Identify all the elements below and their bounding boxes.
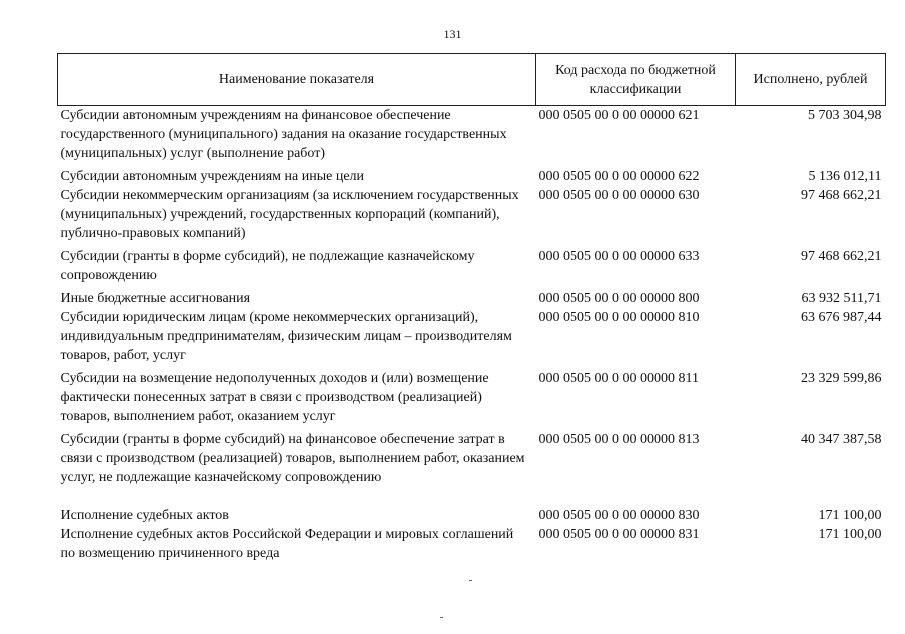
table-header-row <box>58 54 886 106</box>
table-row <box>58 106 886 168</box>
row-amount: 97 468 662,21 <box>801 249 882 264</box>
row-code: 000 0505 00 0 00 00000 800 <box>538 291 700 306</box>
row-code: 000 0505 00 0 00 00000 831 <box>538 527 700 542</box>
row-name: Субсидии на возмещение недополученных доходов и (или) возмещение фактически понесенных затрат в связи с производством (реализацией) товаров, выполнением работ, оказанием услуг <box>60 371 489 424</box>
row-code: 000 0505 00 0 00 00000 830 <box>538 508 700 523</box>
row-code: 000 0505 00 0 00 00000 633 <box>538 249 700 264</box>
row-name: Исполнение судебных актов Российской Федерации и мировых соглашений по возмещению причиненного вреда <box>60 527 514 561</box>
header-name: Наименование показателя <box>58 54 536 106</box>
table-row <box>58 525 886 563</box>
row-code: 000 0505 00 0 00 00000 813 <box>538 432 700 447</box>
table-row <box>58 186 886 247</box>
row-name: Субсидии автономным учреждениям на финансовое обеспечение государственного (муниципального) задания на оказание государственных (муниципальных) услуг (выполнение работ) <box>60 108 507 161</box>
header-amount: Исполнено, рублей <box>736 54 886 106</box>
row-name: Субсидии (гранты в форме субсидий), не подлежащие казначейскому сопровождению <box>60 249 475 283</box>
row-code: 000 0505 00 0 00 00000 811 <box>538 371 699 386</box>
row-amount: 5 136 012,11 <box>808 169 882 184</box>
row-code: 000 0505 00 0 00 00000 810 <box>538 310 700 325</box>
budget-execution-table <box>57 53 886 563</box>
table-row <box>58 167 886 186</box>
row-code: 000 0505 00 0 00 00000 622 <box>538 169 700 184</box>
scan-speck <box>440 617 443 618</box>
table-row <box>58 506 886 525</box>
table-row <box>58 289 886 308</box>
page-number: 131 <box>443 27 462 41</box>
table-body <box>58 106 886 564</box>
row-amount: 171 100,00 <box>818 508 882 523</box>
row-code: 000 0505 00 0 00 00000 621 <box>538 108 700 123</box>
table-row <box>58 247 886 289</box>
row-amount: 171 100,00 <box>818 527 882 542</box>
row-amount: 23 329 599,86 <box>801 371 882 386</box>
row-amount: 97 468 662,21 <box>801 188 882 203</box>
header-code: Код расхода по бюджетной классификации <box>536 54 736 106</box>
row-name: Субсидии автономным учреждениям на иные цели <box>60 169 365 184</box>
table-row <box>58 369 886 430</box>
table-row <box>58 308 886 369</box>
row-amount: 63 932 511,71 <box>801 291 882 306</box>
row-name: Субсидии (гранты в форме субсидий) на финансовое обеспечение затрат в связи с производством (реализацией) товаров, выполнением работ, оказанием услуг, не подлежащие казначейскому сопровождению <box>60 432 525 485</box>
scan-speck <box>469 580 472 581</box>
row-name: Субсидии юридическим лицам (кроме некоммерческих организаций), индивидуальным предпринимателям, физическим лицам – производителям товаров, работ, услуг <box>60 310 512 363</box>
row-amount: 5 703 304,98 <box>808 108 882 123</box>
table-row <box>58 430 886 506</box>
row-name: Исполнение судебных актов <box>60 508 229 523</box>
row-code: 000 0505 00 0 00 00000 630 <box>538 188 700 203</box>
table-header <box>58 54 886 106</box>
row-name: Субсидии некоммерческим организациям (за исключением государственных (муниципальных) учреждений, государственных корпораций (компаний), публично-правовых компаний) <box>60 188 519 241</box>
row-amount: 40 347 387,58 <box>801 432 882 447</box>
row-amount: 63 676 987,44 <box>801 310 882 325</box>
row-name: Иные бюджетные ассигнования <box>60 291 251 306</box>
